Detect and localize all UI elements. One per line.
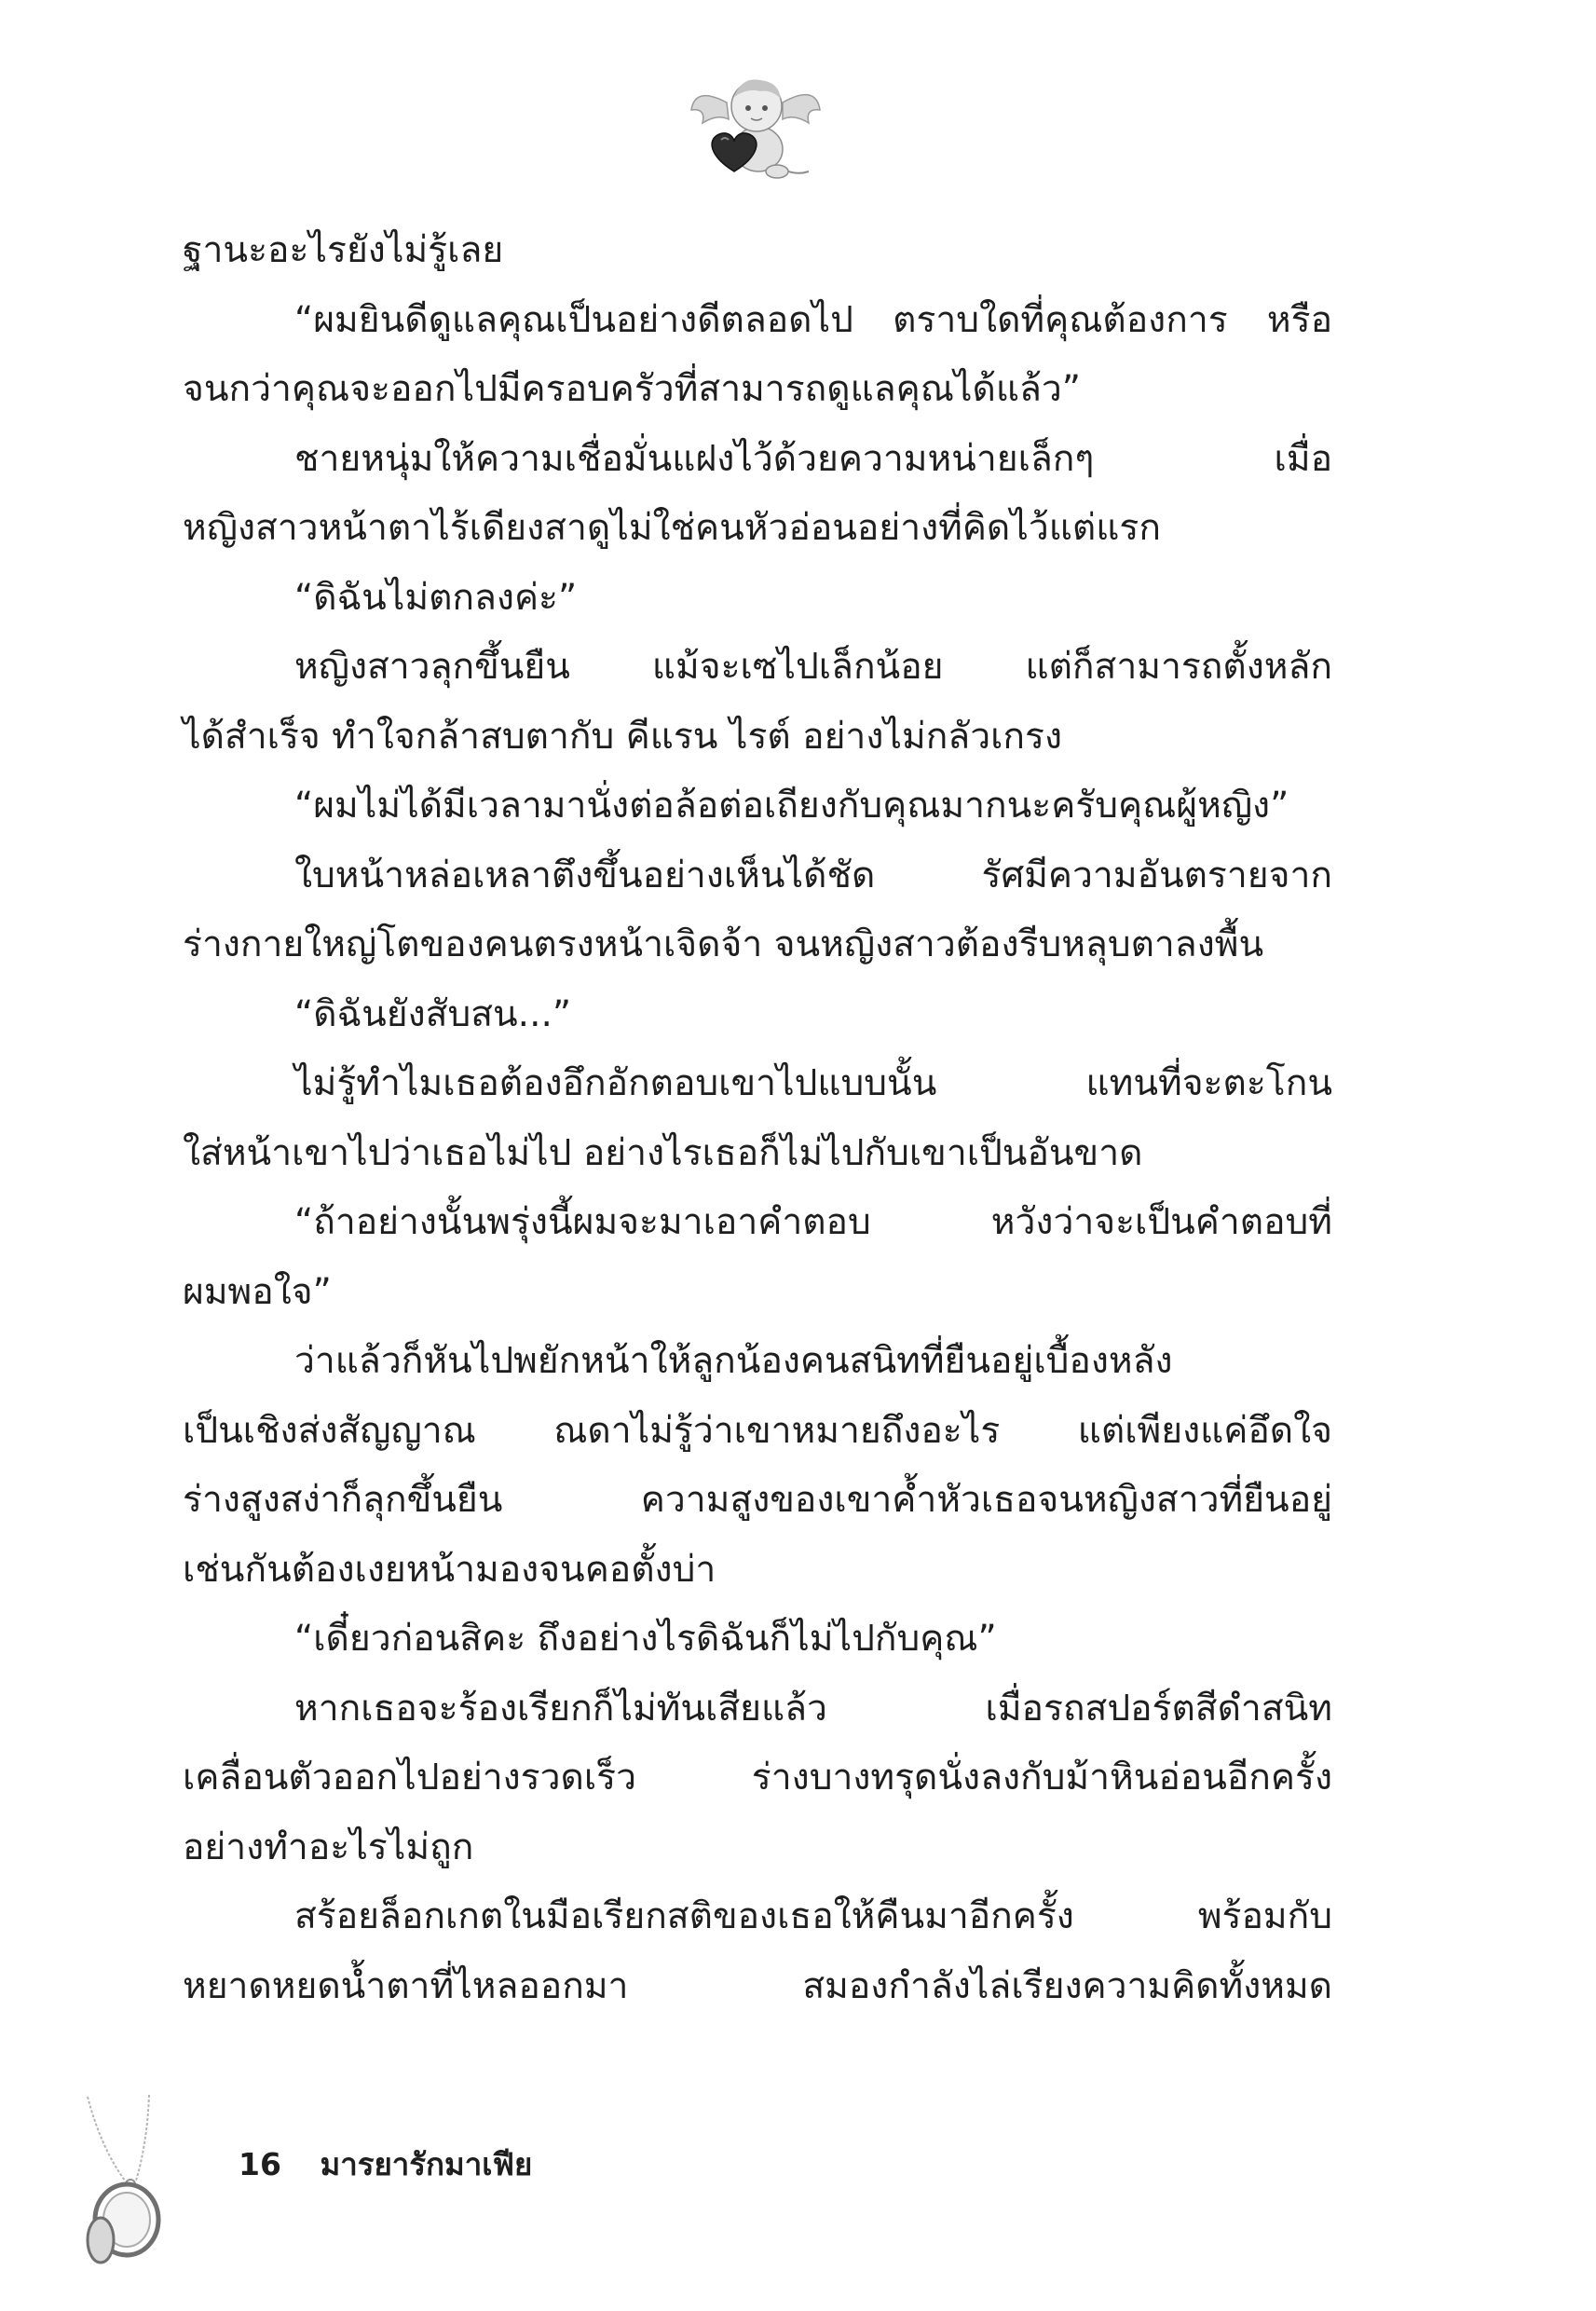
text-line: “ผมไม่ได้มีเวลามานั่งต่อล้อต่อเถียงกับคุณมากนะครับคุณผู้หญิง” [294, 785, 1289, 827]
text-line: จนกว่าคุณจะออกไปมีครอบครัวที่สามารถดูแลคุณได้แล้ว” [183, 368, 1081, 410]
text-line: หญิงสาวลุกขึ้นยืน แม้จะเซไปเล็กน้อย แต่ก็สามารถตั้งหลัก [294, 646, 1332, 688]
paragraph [183, 564, 1332, 634]
text-line: “ถ้าอย่างนั้นพรุ่งนี้ผมจะมาเอาคำตอบ หวังว่าจะเป็นคำตอบที่ [294, 1201, 1332, 1243]
text-line: หากเธอจะร้องเรียกก็ไม่ทันเสียแล้ว เมื่อรถสปอร์ตสีดำสนิท [294, 1687, 1332, 1730]
text-line: ว่าแล้วก็หันไปพยักหน้าให้ลูกน้องคนสนิทที่ยืนอยู่เบื้องหลัง [294, 1340, 1173, 1382]
text-line: “ผมยินดีดูแลคุณเป็นอย่างดีตลอดไป ตราบใดที่คุณต้องการ หรือ [294, 298, 1332, 341]
locket-necklace-icon [82, 2091, 194, 2311]
text-line: หยาดหยดน้ำตาที่ไหลออกมา สมองกำลังไล่เรียงความคิดทั้งหมด [183, 1964, 1332, 2007]
paragraph [183, 772, 1332, 841]
text-line: “ดิฉันไม่ตกลงค่ะ” [294, 576, 578, 619]
text-line: “เดี๋ยวก่อนสิคะ ถึงอย่างไรดิฉันก็ไม่ไปกับคุณ” [294, 1618, 997, 1660]
text-line: ผมพอใจ” [183, 1270, 332, 1313]
page-footer [239, 2140, 532, 2189]
text-line: เคลื่อนตัวออกไปอย่างรวดเร็ว ร่างบางทรุดนั่งลงกับม้าหินอ่อนอีกครั้ง [183, 1757, 1332, 1798]
text-line: ชายหนุ่มให้ความเชื่อมั่นแฝงไว้ด้วยความหน่ายเล็กๆ เมื่อ [294, 437, 1332, 480]
paragraph [183, 1188, 1332, 1327]
paragraph [183, 216, 1332, 286]
body-text [183, 216, 1332, 2021]
text-line: ร่างกายใหญ่โตของคนตรงหน้าเจิดจ้า จนหญิงสาวต้องรีบหลุบตาลงพื้น [183, 923, 1264, 965]
text-line: เป็นเชิงส่งสัญญาณ ณดาไม่รู้ว่าเขาหมายถึงอะไร แต่เพียงแค่อึดใจ [183, 1409, 1332, 1452]
text-line: ใส่หน้าเขาไปว่าเธอไม่ไป อย่างไรเธอก็ไม่ไปกับเขาเป็นอันขาด [183, 1131, 1143, 1174]
paragraph [183, 633, 1332, 772]
text-line: ได้สำเร็จ ทำใจกล้าสบตากับ คีแรน ไรต์ อย่างไม่กลัวเกรง [183, 715, 1063, 758]
paragraph [183, 425, 1332, 564]
paragraph [183, 286, 1332, 425]
paragraph [183, 1605, 1332, 1675]
text-line: ใบหน้าหล่อเหลาตึงขึ้นอย่างเห็นได้ชัด รัศมีความอันตรายจาก [294, 854, 1332, 896]
text-line: ร่างสูงสง่าก็ลุกขึ้นยืน ความสูงของเขาค้ำหัวเธอจนหญิงสาวที่ยืนอยู่ [183, 1479, 1332, 1521]
paragraph [183, 841, 1332, 980]
paragraph [183, 1049, 1332, 1188]
text-line: “ดิฉันยังสับสน...” [294, 992, 572, 1035]
text-line: เช่นกันต้องเงยหน้ามองจนคอตั้งบ่า [183, 1548, 716, 1591]
text-line: สร้อยล็อกเกตในมือเรียกสติของเธอให้คืนมาอีกครั้ง พร้อมกับ [294, 1895, 1332, 1937]
text-line: หญิงสาวหน้าตาไร้เดียงสาดูไม่ใช่คนหัวอ่อนอย่างที่คิดไว้แต่แรก [183, 507, 1161, 549]
text-line: ไม่รู้ทำไมเธอต้องอึกอักตอบเขาไปแบบนั้น แทนที่จะตะโกน [294, 1062, 1332, 1104]
cupid-with-heart-icon [686, 67, 825, 188]
text-line: ฐานะอะไรยังไม่รู้เลย [183, 229, 504, 271]
book-title: มารยารักมาเฟีย [320, 2146, 533, 2182]
paragraph [183, 1675, 1332, 1883]
page-number: 16 [239, 2146, 281, 2182]
paragraph [183, 980, 1332, 1050]
text-line: อย่างทำอะไรไม่ถูก [183, 1826, 474, 1868]
paragraph [183, 1327, 1332, 1605]
paragraph [183, 1882, 1332, 2021]
